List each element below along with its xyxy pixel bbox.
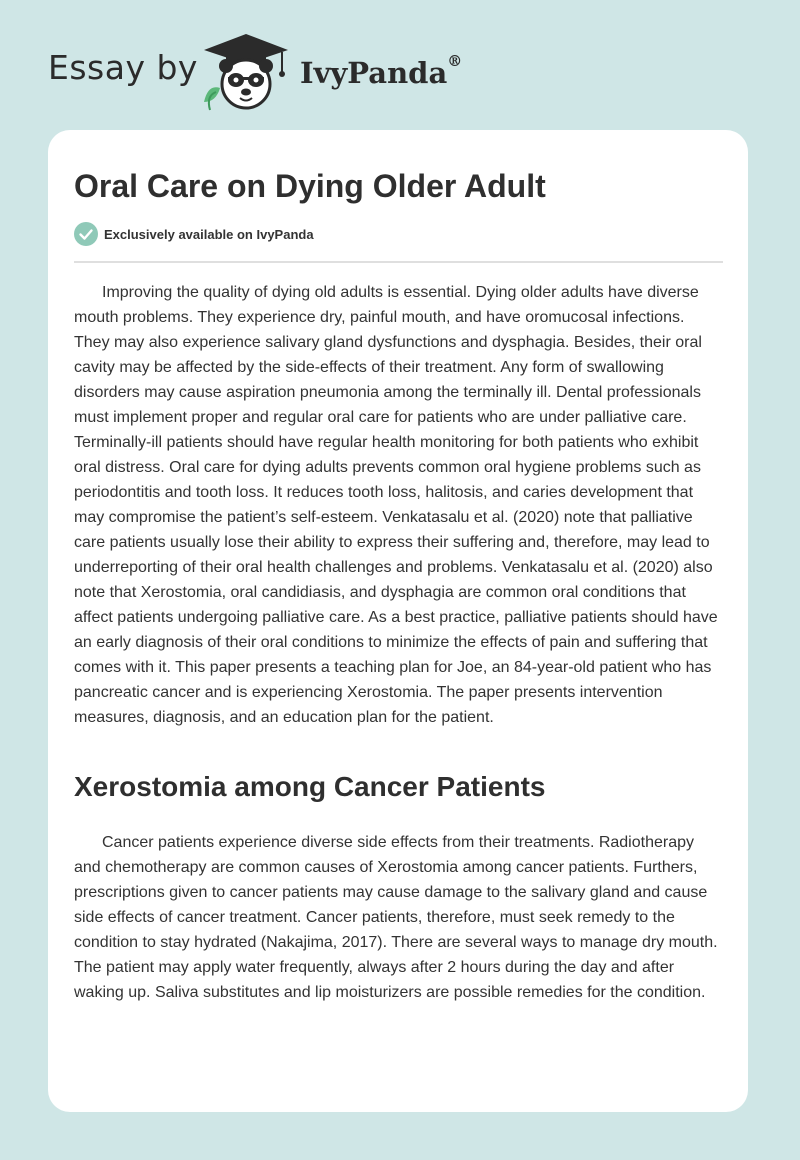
paragraph-intro: Improving the quality of dying old adults is essential. Dying older adults have diverse mouth problems. They experience dry, painful mouth, and have oromucosal infections. They may also experience salivary gland dysfunctions and dysphagia. Besides, their oral cavity may be affected by the side-effects of their treatment. Any form of swallowing disorders may cause aspiration pneumonia among the terminally ill. Dental professionals must implement proper and regular oral care for patients who are under palliative care. Terminally-ill patients should have regular health monitoring for both patients who exhibit oral distress. Oral care for dying adults prevents common oral hygiene problems such as periodontitis and tooth loss. It reduces tooth loss, halitosis, and caries development that may compromise the patient’s self-esteem. Venkatasalu et al. (2020) note that palliative care patients usually lose their ability to express their suffering and, therefore, may lead to underreporting of their oral health challenges and problems. Venkatasalu et al. (2020) also note that Xerostomia, oral candidiasis, and dysphagia are common oral conditions that affect patients undergoing palliative care. As a best practice, palliative patients should have an early diagnosis of their oral conditions to minimize the effects of pain and suffering that comes with it. This paper presents a teaching plan for Joe, an 84-year-old patient who has pancreatic cancer and is experiencing Xerostomia. The paper presents intervention measures, diagnosis, and an education plan for the patient. bbox=[74, 284, 718, 726]
essay-card bbox=[48, 130, 748, 1112]
page-title: Oral Care on Dying Older Adult bbox=[74, 168, 546, 204]
brand-prefix: Essay by bbox=[48, 48, 198, 87]
divider bbox=[74, 261, 723, 263]
site-header bbox=[0, 0, 800, 130]
brand-name-text: IvyPanda bbox=[300, 56, 448, 90]
paragraph-xerostomia: Cancer patients experience diverse side effects from their treatments. Radiotherapy and chemotherapy are common causes of Xerostomia among cancer patients. Furthers, prescriptions given to cancer patients may cause damage to the salivary gland and cause side effects of cancer treatment. Cancer patients, therefore, must seek remedy to the condition to stay hydrated (Nakajima, 2017). There are several ways to manage dry mouth. The patient may apply water frequently, always after 2 hours during the day and after waking up. Saliva substitutes and lip moisturizers are possible remedies for the condition. bbox=[74, 834, 718, 1001]
check-circle-icon bbox=[74, 222, 98, 246]
badge-text: Exclusively available on IvyPanda bbox=[104, 226, 314, 242]
panda-graduate-icon[interactable] bbox=[200, 32, 292, 112]
exclusive-badge bbox=[74, 222, 314, 246]
registered-mark: ® bbox=[447, 52, 463, 70]
section-heading: Xerostomia among Cancer Patients bbox=[74, 771, 546, 802]
brand-name[interactable] bbox=[300, 52, 463, 90]
